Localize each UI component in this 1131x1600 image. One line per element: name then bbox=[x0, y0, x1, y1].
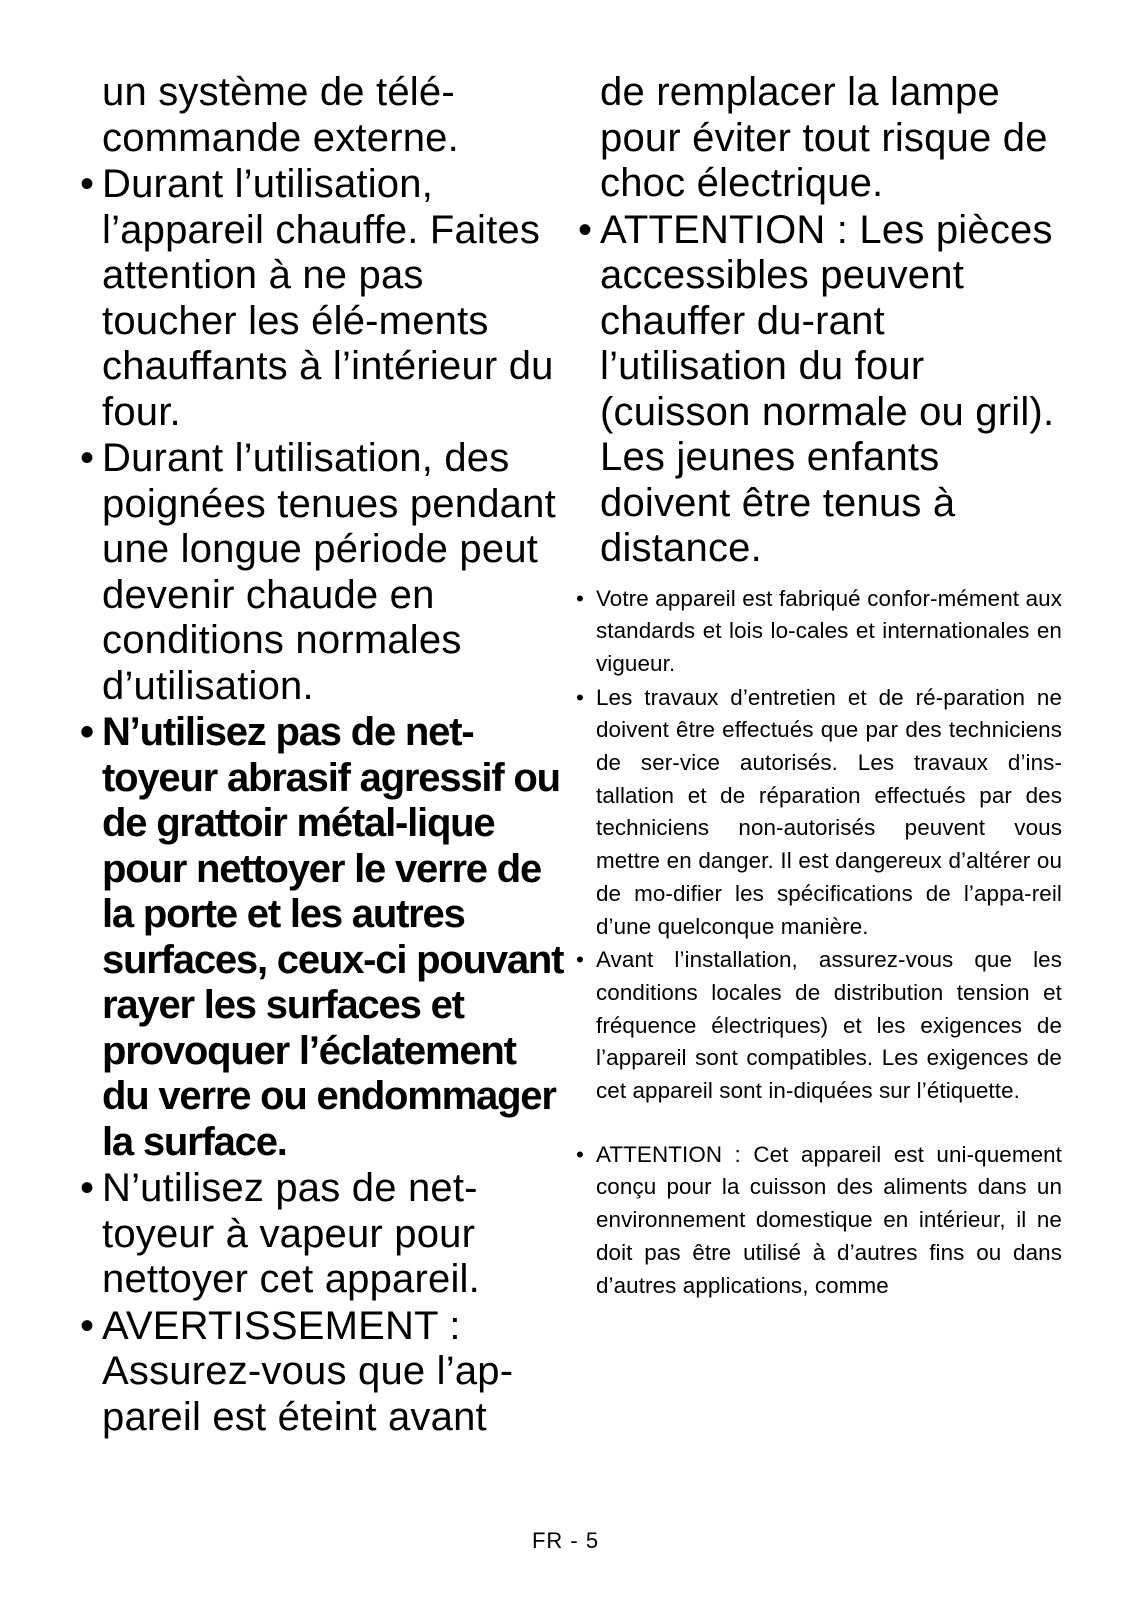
right-column bbox=[572, 70, 1062, 1303]
bullet-icon: • bbox=[576, 585, 584, 611]
right-continuation-text: de remplacer la lampe pour éviter tout risque de choc électrique. bbox=[600, 70, 1048, 205]
spacer bbox=[572, 1109, 1062, 1139]
list-item bbox=[572, 682, 1062, 944]
list-item bbox=[74, 1166, 564, 1303]
list-item bbox=[572, 944, 1062, 1108]
bullet-icon: • bbox=[576, 1141, 584, 1167]
list-item bbox=[572, 583, 1062, 681]
list-item bbox=[74, 436, 564, 709]
list-item-text: Votre appareil est fabriqué confor-mément aux standards et lois lo-cales et internationales en vigueur. bbox=[596, 585, 1062, 676]
bullet-icon: • bbox=[576, 947, 584, 973]
list-item bbox=[572, 1139, 1062, 1303]
spacer bbox=[572, 573, 1062, 583]
bullet-icon: • bbox=[576, 684, 584, 710]
list-item-text: ATTENTION : Les pièces accessibles peuvent chauffer du-rant l’utilisation du four (cuisson normale ou gril). Les jeunes enfants doivent être tenus à distance. bbox=[600, 207, 1055, 570]
list-item-text: Durant l’utilisation, des poignées tenues pendant une longue période peut devenir chaude en conditions normales d’utilisation. bbox=[102, 436, 556, 708]
bullet-icon: • bbox=[80, 1166, 95, 1210]
list-item-text: N’utilisez pas de net-toyeur abrasif agressif ou de grattoir métal-lique pour nettoyer le verre de la porte et les autres surfaces, ceux-ci pouvant rayer les surfaces et provoquer l’éclatement du verre ou endommager la surface. bbox=[102, 710, 564, 1164]
list-item bbox=[74, 1304, 564, 1441]
left-column bbox=[74, 70, 564, 1441]
bullet-icon: • bbox=[578, 207, 593, 252]
list-item-text: Durant l’utilisation, l’appareil chauffe. Faites attention à ne pas toucher les élé-ments chauffants à l’intérieur du four. bbox=[102, 162, 554, 434]
list-item-attention bbox=[572, 208, 1062, 572]
bullet-icon: • bbox=[80, 710, 93, 754]
list-item-text: Avant l’installation, assurez-vous que les conditions locales de distribution tension et fréquence électriques) et les exigences de l’appareil sont compatibles. Les exigences de cet appareil sont in-diquées sur l’étiquette. bbox=[596, 947, 1062, 1104]
bullet-icon: • bbox=[80, 1303, 95, 1348]
left-continuation-text: un système de télé-commande externe. bbox=[102, 70, 459, 160]
list-item bbox=[74, 162, 564, 435]
bullet-icon: • bbox=[80, 436, 95, 480]
list-item-text: AVERTISSEMENT : Assurez-vous que l’ap-pareil est éteint avant bbox=[102, 1303, 514, 1439]
page-number: FR - 5 bbox=[531, 1528, 600, 1553]
list-item-text: ATTENTION : Cet appareil est uni-quement conçu pour la cuisson des aliments dans un environnement domestique en intérieur, il ne doit pas être utilisé à d’autres fins ou dans d’autres applications, comme bbox=[596, 1141, 1062, 1298]
list-item-text: Les travaux d’entretien et de ré-paration ne doivent être effectués que par des techniciens de ser-vice autorisés. Les travaux d’ins-tallation et de réparation effectués par des techniciens non-autorisés peuvent vous mettre en danger. Il est dangereux d’altérer ou de mo-difier les spécifications de l’appa-reil d’une quelconque manière. bbox=[596, 684, 1062, 939]
bullet-icon: • bbox=[80, 162, 95, 206]
list-item-text: N’utilisez pas de net-toyeur à vapeur pour nettoyer cet appareil. bbox=[102, 1166, 480, 1301]
list-item-warning bbox=[74, 710, 564, 1165]
